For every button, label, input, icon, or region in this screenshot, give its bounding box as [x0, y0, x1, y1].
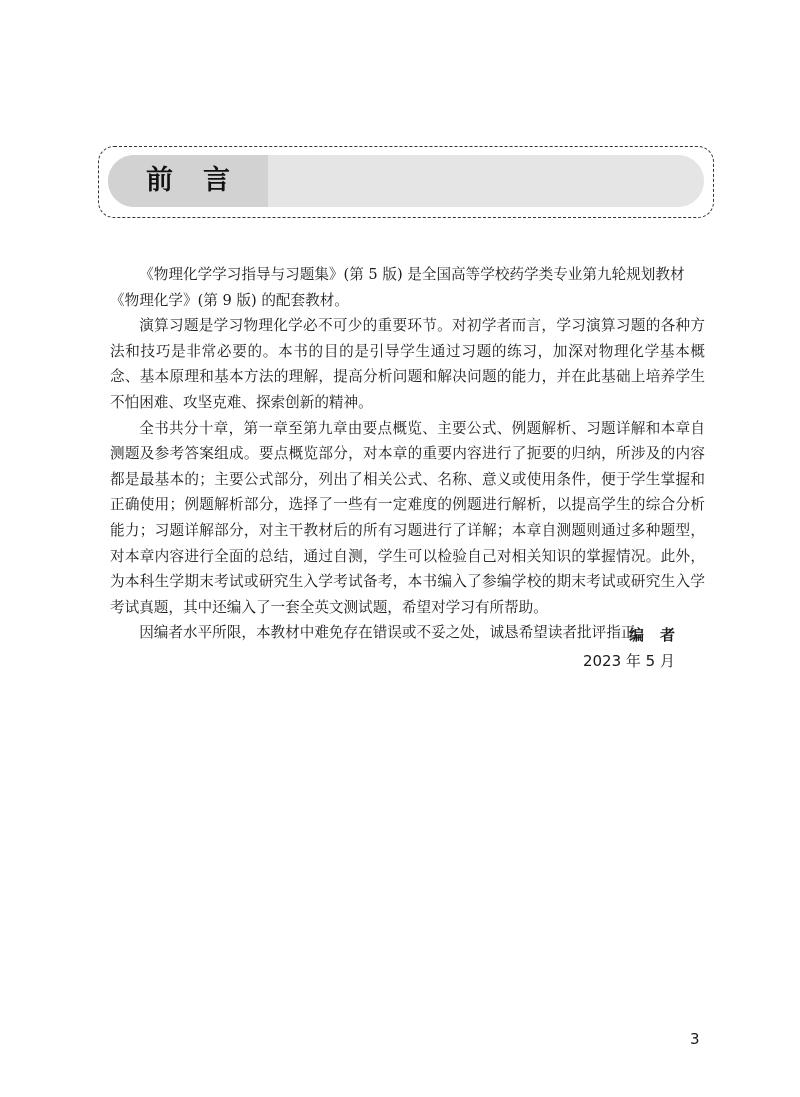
page-number: 3	[690, 1030, 700, 1048]
paragraph-3: 全书共分十章，第一章至第九章由要点概览、主要公式、例题解析、习题详解和本章自测题及参考答案组成。要点概览部分，对本章的重要内容进行了扼要的归纳，所涉及的内容都是最基本的；主要公式部分，列出了相关公式、名称、意义或使用条件，便于学生掌握和正确使用；例题解析部分，选择了一些有一定难度的例题进行解析，以提高学生的综合分析能力；习题详解部分，对主干教材后的所有习题进行了详解；本章自测题则通过多种题型，对本章内容进行全面的总结，通过自测，学生可以检验自己对相关知识的掌握情况。此外，为本科生学期末考试或研究生入学考试备考，本书编入了参编学校的期末考试或研究生入学考试真题，其中还编入了一套全英文测试题，希望对学习有所帮助。	[110, 419, 705, 616]
paragraph-4: 因编者水平所限，本教材中难免存在错误或不妥之处，诚恳希望读者批评指正。	[139, 624, 650, 642]
signature-block	[582, 622, 691, 674]
signature-date: 2023 年 5 月	[582, 652, 675, 670]
paragraph-2: 演算习题是学习物理化学必不可少的重要环节。对初学者而言，学习演算习题的各种方法和技巧是非常必要的。本书的目的是引导学生通过习题的练习，加深对物理化学基本概念、基本原理和基本方法的理解，提高分析问题和解决问题的能力，并在此基础上培养学生不怕困难、攻坚克难、探索创新的精神。	[110, 317, 705, 411]
signature-author: 编者	[628, 626, 691, 644]
page-title: 前言	[146, 165, 260, 196]
preface-body	[110, 262, 705, 646]
paragraph-1: 《物理化学学习指导与习题集》(第 5 版) 是全国高等学校药学类专业第九轮规划教材	[139, 266, 685, 283]
paragraph-1-continued: 《物理化学》(第 9 版) 的配套教材。	[110, 291, 349, 309]
